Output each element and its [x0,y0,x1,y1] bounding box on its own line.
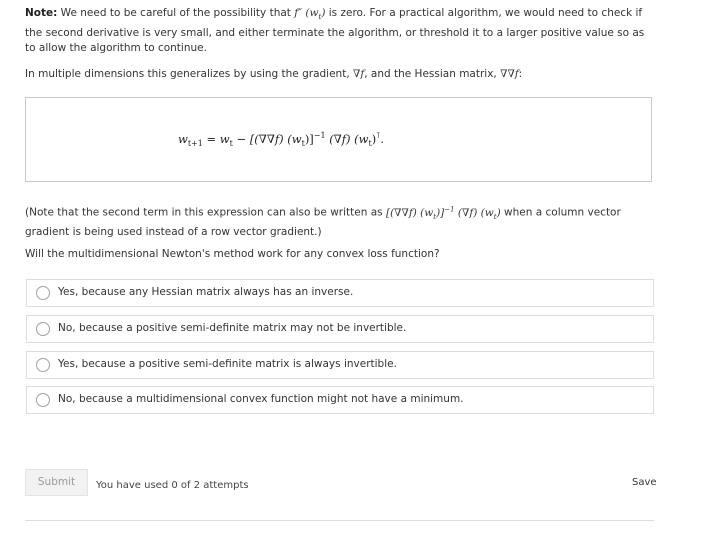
radio-button[interactable] [36,322,50,336]
radio-button[interactable] [36,286,50,300]
option-1[interactable] [26,279,654,307]
note-text-a: We need to be careful of the possibility that [57,7,295,19]
equation-box [25,97,652,182]
multi-paragraph [25,67,655,83]
multi-text-b: , and the Hessian matrix, [364,68,501,80]
gradient-math: ∇f [353,68,365,80]
radio-button[interactable] [36,358,50,372]
divider [25,520,654,521]
option-3[interactable] [26,351,654,379]
multi-text-c: : [518,68,523,80]
submit-button[interactable]: Submit [25,469,88,496]
option-label: No, because a multidimensional convex function might not have a minimum. [58,393,464,405]
option-4[interactable] [26,386,654,414]
option-2[interactable] [26,315,654,343]
note2-text-b: when a column vector gradient is being used instead of a row vector gradient.) [25,206,621,239]
option-label: Yes, because a positive semi-definite matrix is always invertible. [58,358,397,370]
note-paragraph [25,6,655,57]
newton-update-equation: $w_{t+1} = w_t - [(\nabla\nabla f)$ $(w_t)]^{-1}$ (∇f) $(w_t)^⊺$. [178,131,385,149]
note2-math: [(∇∇f) $(w_t)]^{-1}$ (∇f) $(w_t)$ [385,205,501,221]
question-text: Will the multidimensional Newton's method work for any convex loss function? [25,248,440,260]
attempts-text: You have used 0 of 2 attempts [96,480,249,491]
note-math: f″ $(w_t)$ [294,7,326,22]
option-label: Yes, because any Hessian matrix always has an inverse. [58,286,354,298]
note2-paragraph [25,202,655,241]
note2-text-a: (Note that the second term in this expression can also be written as [25,206,386,219]
note-text-b: is zero. For a practical algorithm, we would need to check if the second derivative is very small, and either terminate the algorithm, or threshold it to a larger positive value so as to allow the algorithm to continue. [25,7,645,55]
option-label: No, because a positive semi-definite matrix may not be invertible. [58,322,407,334]
multi-text-a: In multiple dimensions this generalizes by using the gradient, [25,68,353,80]
radio-button[interactable] [36,393,50,407]
note-label: Note: [25,7,58,19]
save-button[interactable]: Save [632,477,657,488]
hessian-math: ∇∇f [500,68,519,80]
